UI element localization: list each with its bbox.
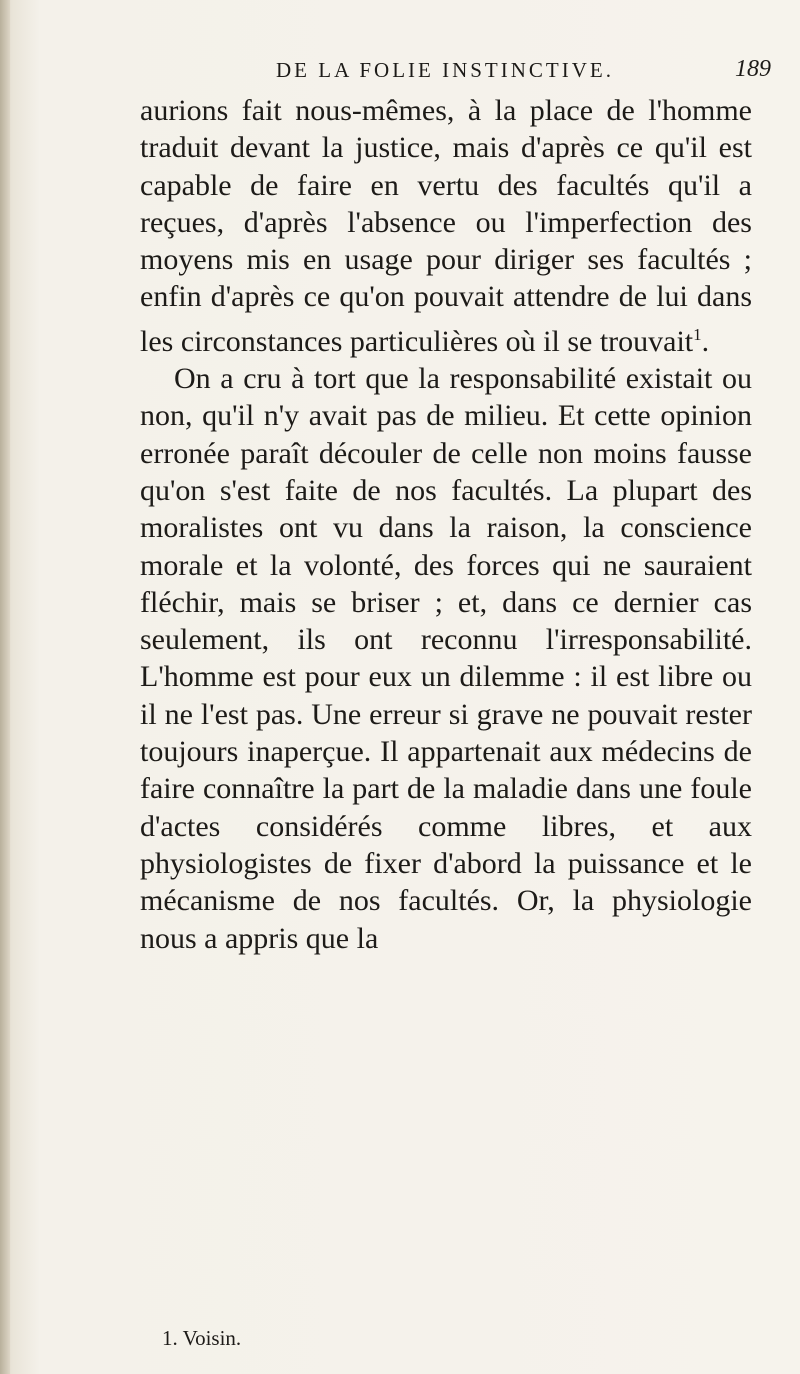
paragraph (140, 92, 752, 360)
body-text (140, 92, 752, 957)
page-binding-edge (0, 0, 10, 1374)
running-head: DE LA FOLIE INSTINCTIVE. (276, 58, 614, 82)
footnote: 1. Voisin. (162, 1326, 242, 1350)
footnote-reference: 1 (693, 324, 702, 344)
paragraph: On a cru à tort que la responsabilité existait ou non, qu'il n'y avait pas de milieu. Et cette opinion erronée paraît découler de celle non moins fausse qu'on s'est faite de nos facultés. La plupart des moralistes ont vu dans la raison, la conscience morale et la volonté, des forces qui ne sauraient fléchir, mais se briser ; et, dans ce dernier cas seulement, ils ont reconnu l'irresponsabilité. L'homme est pour eux un dilemme : il est libre ou il ne l'est pas. Une erreur si grave ne pouvait rester toujours inaperçue. Il appartenait aux médecins de faire connaître la part de la maladie dans une foule d'actes considérés comme libres, et aux physiologistes de fixer d'abord la puissance et le mécanisme de nos facultés. Or, la physiologie nous a appris que la (140, 362, 752, 955)
paragraph-text: aurions fait nous-mêmes, à la place de l'homme traduit devant la justice, mais d'après ce qu'il est capable de faire en vertu des facultés qu'il a reçues, d'après l'absence ou l'imperfection des moyens mis en usage pour diriger ses facultés ; enfin d'après ce qu'on pouvait attendre de lui dans les circonstances particulières où il se trouvait (140, 94, 752, 358)
paragraph-end: . (701, 324, 710, 358)
page-number: 189 (735, 56, 771, 82)
